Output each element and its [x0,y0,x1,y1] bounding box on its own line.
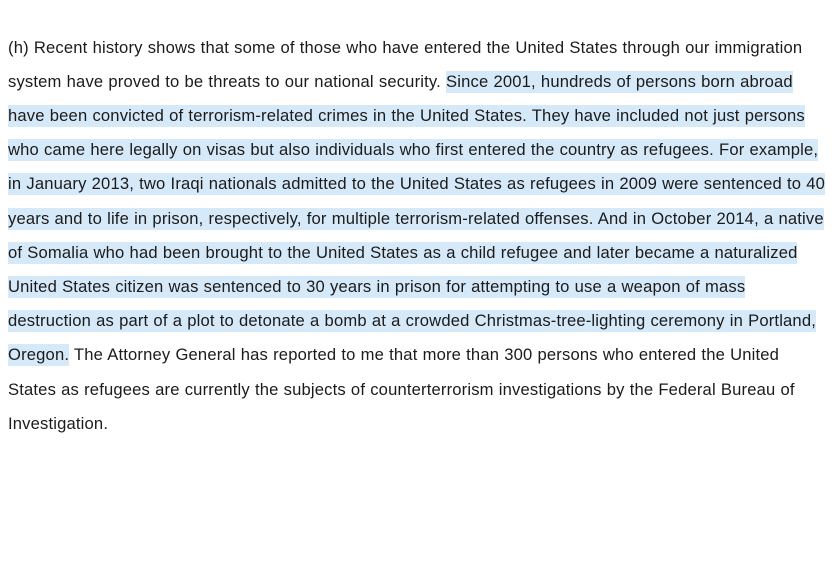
paragraph-h [8,31,830,441]
paragraph-segment-plain-end: The Attorney General has reported to me that more than 300 persons who entered the United States as refugees are currently the subjects of counterterrorism investigations by the Federal Bureau of Investigation. [8,345,795,433]
paragraph-segment-highlighted: Since 2001, hundreds of persons born abroad have been convicted of terrorism-related crimes in the United States. They have included not just persons who came here legally on visas but also individuals who first entered the country as refugees. For example, in January 2013, two Iraqi nationals admitted to the United States as refugees in 2009 were sentenced to 40 years and to life in prison, respectively, for multiple terrorism-related offenses. And in October 2014, a native of Somalia who had been brought to the United States as a child refugee and later became a naturalized United States citizen was sentenced to 30 years in prison for attempting to use a weapon of mass destruction as part of a plot to detonate a bomb at a crowded Christmas-tree-lighting ceremony in Portland, Oregon. [8,71,826,365]
paragraph-segment-plain-start: (h) Recent history shows that some of those who have entered the United States through our immigration system have proved to be threats to our national security. [8,37,803,91]
